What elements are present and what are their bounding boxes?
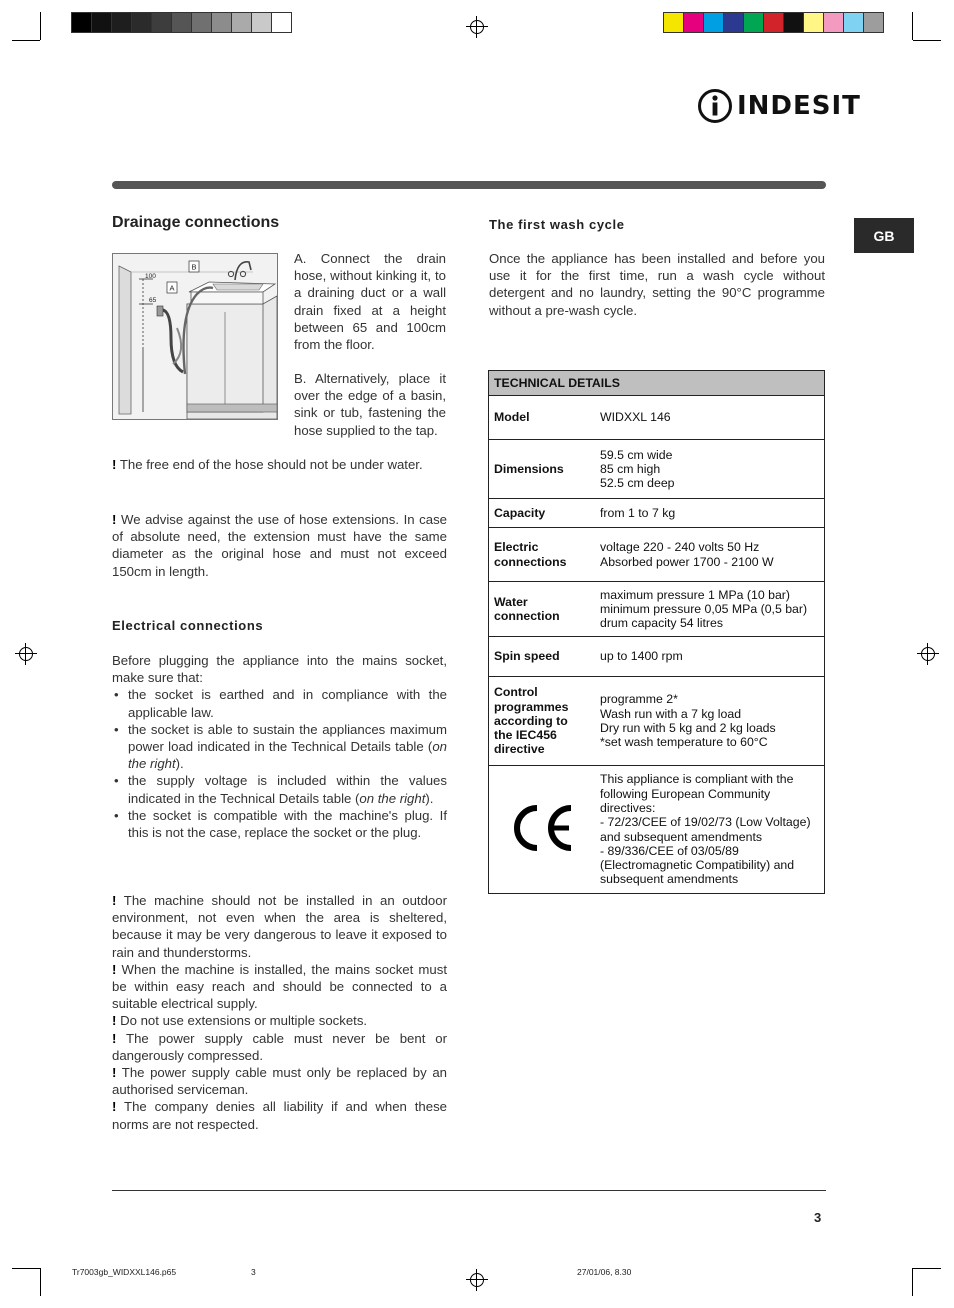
color-swatch	[803, 12, 824, 33]
row-label: Electric connections	[489, 528, 596, 582]
table-row	[489, 582, 825, 637]
marker-100: 100	[145, 273, 156, 280]
row-label: Capacity	[489, 499, 596, 528]
footer-page: 3	[251, 1267, 256, 1277]
drainage-step-b: B. Alternatively, place it over the edge of a basin, sink or tub, fastening the hose supplied to the tap.	[294, 371, 446, 438]
electrical-title: Electrical connections	[112, 618, 264, 633]
indesit-logo	[697, 88, 861, 124]
ce-mark-icon	[507, 802, 577, 854]
row-label: Model	[489, 396, 596, 440]
header-rule	[112, 181, 826, 189]
table-row	[489, 677, 825, 766]
first-wash-title: The first wash cycle	[489, 217, 625, 232]
row-value: WIDXXL 146	[595, 396, 825, 440]
color-swatch	[823, 12, 844, 33]
table-header: TECHNICAL DETAILS	[489, 371, 825, 396]
electrical-warnings: ! The machine should not be installed in an outdoor environment, not even when the area is sheltered, because it may be very dangerous to leave it exposed to rain and thunderstorms. ! When the machine is installed, the mains socket must be within easy reach and should be connected to a suitable electrical supply. ! Do not use extensions or multiple sockets. ! The power supply cable must never be bent or dangerously compressed. ! The power supply cable must only be replaced by an authorised serviceman. ! The company denies all liability if and when these norms are not respected.	[112, 893, 447, 1132]
footer-rule	[112, 1190, 826, 1191]
color-swatch	[723, 12, 744, 33]
marker-65: 65	[149, 297, 157, 304]
color-swatch	[843, 12, 864, 33]
drainage-title: Drainage connections	[112, 214, 280, 231]
registration-mark-icon	[919, 645, 937, 663]
color-swatch	[111, 12, 132, 33]
indesit-i-icon	[697, 88, 733, 124]
color-swatch	[151, 12, 172, 33]
registration-mark-icon	[468, 1271, 486, 1289]
drain-hose-illustration	[113, 254, 277, 419]
warning-icon: !	[112, 1065, 117, 1081]
list-item: • the socket is earthed and in compliance with the applicable law.	[112, 686, 447, 720]
crop-mark	[40, 1268, 41, 1296]
table-row	[489, 396, 825, 440]
color-swatch	[211, 12, 232, 33]
warning-icon: !	[112, 893, 117, 908]
row-value: 59.5 cm wide 85 cm high 52.5 cm deep	[595, 440, 825, 499]
ce-mark-cell	[489, 766, 596, 894]
footer-datetime: 27/01/06, 8.30	[577, 1267, 632, 1277]
warning-icon: !	[112, 1013, 117, 1029]
color-swatch	[71, 12, 92, 33]
color-swatch	[231, 12, 252, 33]
brand-name: INDESIT	[737, 91, 861, 121]
table-row	[489, 766, 825, 894]
drainage-step-a: A. Connect the drain hose, without kinking it, to a draining duct or a wall drain fixed at a height between 65 and 100cm from the floor.	[294, 251, 446, 353]
list-item: • the socket is able to sustain the appliances maximum power load indicated in the Technical Details table (on the right).	[112, 721, 447, 773]
crop-mark	[12, 1268, 40, 1269]
color-swatch	[783, 12, 804, 33]
warning-icon: !	[112, 961, 117, 977]
row-value: voltage 220 - 240 volts 50 Hz Absorbed power 1700 - 2100 W	[595, 528, 825, 582]
gray-color-bar	[72, 12, 292, 33]
crop-mark	[913, 1268, 941, 1269]
process-color-bar	[664, 12, 884, 33]
crop-mark	[40, 12, 41, 40]
warning-icon: !	[112, 1099, 117, 1115]
warning-icon: !	[112, 457, 117, 472]
electrical-intro: Before plugging the appliance into the mains socket, make sure that:	[112, 653, 447, 686]
drainage-diagram	[112, 253, 278, 420]
electrical-body	[112, 652, 447, 841]
warning-icon: !	[112, 512, 117, 527]
list-item: • the socket is compatible with the machine's plug. If this is not the case, replace the socket or the plug.	[112, 807, 447, 841]
electrical-checklist	[112, 686, 447, 841]
drainage-warning-1: ! The free end of the hose should not be under water.	[112, 457, 423, 472]
table-row	[489, 499, 825, 528]
color-swatch	[191, 12, 212, 33]
table-row	[489, 528, 825, 582]
row-label: Dimensions	[489, 440, 596, 499]
list-item: • the supply voltage is included within the values indicated in the Technical Details table (on the right).	[112, 772, 447, 806]
row-value: from 1 to 7 kg	[595, 499, 825, 528]
color-swatch	[91, 12, 112, 33]
warning-icon: !	[112, 1030, 117, 1046]
color-swatch	[863, 12, 884, 33]
color-swatch	[683, 12, 704, 33]
color-swatch	[663, 12, 684, 33]
registration-mark-icon	[17, 645, 35, 663]
row-value: maximum pressure 1 MPa (10 bar) minimum pressure 0,05 MPa (0,5 bar) drum capacity 54 litres	[595, 582, 825, 637]
table-row	[489, 440, 825, 499]
row-label: Water connection	[489, 582, 596, 637]
footer-file: Tr7003gb_WIDXXL146.p65	[72, 1267, 177, 1277]
color-swatch	[763, 12, 784, 33]
first-wash-text: Once the appliance has been installed and before you use it for the first time, run a wash cycle without detergent and no laundry, setting the 90°C programme without a pre-wash cycle.	[489, 251, 825, 318]
table-header-row	[489, 371, 825, 396]
row-label: Spin speed	[489, 637, 596, 677]
color-swatch	[171, 12, 192, 33]
drainage-warning-2: ! We advise against the use of hose extensions. In case of absolute need, the extension must have the same diameter as the original hose and must not exceed 150cm in length.	[112, 512, 448, 579]
language-tab: GB	[854, 218, 914, 253]
crop-mark	[913, 40, 941, 41]
technical-details-table	[488, 370, 825, 894]
color-swatch	[703, 12, 724, 33]
table-row	[489, 637, 825, 677]
color-swatch	[271, 12, 292, 33]
registration-mark-icon	[468, 18, 486, 36]
row-value: programme 2* Wash run with a 7 kg load Dry run with 5 kg and 2 kg loads *set wash temperature to 60°C	[595, 677, 825, 766]
color-swatch	[743, 12, 764, 33]
crop-mark	[912, 1268, 913, 1296]
crop-mark	[12, 40, 40, 41]
color-swatch	[131, 12, 152, 33]
row-value: This appliance is compliant with the following European Community directives: - 72/23/CEE of 19/02/73 (Low Voltage) and subsequent amendments - 89/336/CEE of 03/05/89 (Electromagnetic Compatibility) and subsequent amendments	[595, 766, 825, 894]
label-b: B	[191, 262, 197, 272]
page-number: 3	[814, 1210, 822, 1225]
row-label: Control programmes according to the IEC456 directive	[489, 677, 596, 766]
color-swatch	[251, 12, 272, 33]
label-a: A	[169, 283, 175, 293]
crop-mark	[912, 12, 913, 40]
row-value: up to 1400 rpm	[595, 637, 825, 677]
